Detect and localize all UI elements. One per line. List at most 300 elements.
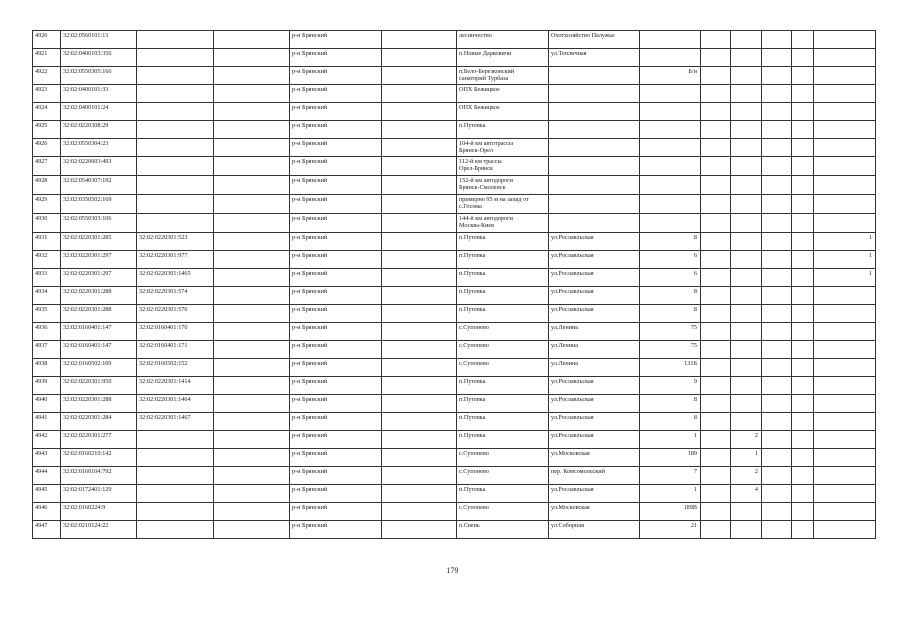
cell-locality: п.Путевка (457, 121, 549, 139)
cell-empty-col-4 (214, 503, 290, 521)
cell-cadastral-number: 32:02:0550304:23 (61, 139, 137, 157)
cell-row-number: 4924 (33, 103, 61, 121)
cell-parcel-number (137, 485, 214, 503)
table-row (33, 233, 876, 251)
cell-building (701, 176, 731, 195)
cell-col-12 (762, 85, 792, 103)
cell-empty-col-6 (382, 49, 457, 67)
table-row (33, 49, 876, 67)
cell-col-13 (792, 485, 814, 503)
cell-cadastral-number: 32:02:0220308:29 (61, 121, 137, 139)
cell-district: р-н Брянский (290, 377, 382, 395)
cell-building (701, 251, 731, 269)
cell-locality: примерно 95 м на запад от с.Госома (457, 195, 549, 214)
cell-parcel-number (137, 49, 214, 67)
table-row (33, 251, 876, 269)
cell-col-13 (792, 49, 814, 67)
table-row (33, 341, 876, 359)
cell-empty-col-6 (382, 269, 457, 287)
cell-cadastral-number: 32:02:0220301:297 (61, 269, 137, 287)
table-row (33, 395, 876, 413)
cell-cadastral-number: 32:02:0220301:285 (61, 233, 137, 251)
cell-empty-col-6 (382, 176, 457, 195)
cell-locality: п.Путевка (457, 431, 549, 449)
cell-building (701, 341, 731, 359)
cell-flat (814, 67, 876, 85)
cell-building (701, 359, 731, 377)
cell-house: 131Б (640, 359, 701, 377)
cell-district: р-н Брянский (290, 67, 382, 85)
cell-cadastral-number: 32:02:0400103:356 (61, 49, 137, 67)
cell-empty-col-4 (214, 195, 290, 214)
cell-cadastral-number: 32:02:0220301:277 (61, 431, 137, 449)
cell-street: пер. Комсомольский (549, 467, 640, 485)
table-row (33, 467, 876, 485)
cell-parcel-number (137, 157, 214, 176)
cell-col-12 (762, 521, 792, 539)
cell-cadastral-number: 32:02:0160104:792 (61, 467, 137, 485)
cell-row-number: 4940 (33, 395, 61, 413)
cell-empty-col-6 (382, 305, 457, 323)
cell-flat (814, 485, 876, 503)
cell-col-12 (762, 341, 792, 359)
cell-locality: п.Путевка (457, 485, 549, 503)
cell-structure: 2 (731, 431, 762, 449)
cell-col-13 (792, 395, 814, 413)
cell-empty-col-4 (214, 139, 290, 157)
cell-district: р-н Брянский (290, 269, 382, 287)
cell-locality: лесничество (457, 31, 549, 49)
cell-col-13 (792, 67, 814, 85)
cell-street: ул.Рославльская (549, 413, 640, 431)
cell-house: 8 (640, 395, 701, 413)
cell-structure (731, 323, 762, 341)
cell-flat (814, 503, 876, 521)
table-row (33, 521, 876, 539)
cell-empty-col-4 (214, 485, 290, 503)
cell-district: р-н Брянский (290, 503, 382, 521)
cell-street: ул.Рославльская (549, 269, 640, 287)
cell-col-12 (762, 413, 792, 431)
cell-district: р-н Брянский (290, 413, 382, 431)
cell-house: 8 (640, 233, 701, 251)
cell-col-13 (792, 341, 814, 359)
cell-street (549, 157, 640, 176)
cell-locality: с.Супонево (457, 449, 549, 467)
cell-locality: 104-й км автотрассы Брянск-Орел (457, 139, 549, 157)
cell-col-12 (762, 251, 792, 269)
cell-street: ул.Ленина (549, 341, 640, 359)
cell-district: р-н Брянский (290, 521, 382, 539)
cell-building (701, 485, 731, 503)
cell-row-number: 4937 (33, 341, 61, 359)
cell-structure (731, 251, 762, 269)
cell-street: ул.Рославльская (549, 395, 640, 413)
cell-street: ул.Рославльская (549, 287, 640, 305)
cell-street: Охотхозяйство Палужье (549, 31, 640, 49)
cell-building (701, 103, 731, 121)
cell-district: р-н Брянский (290, 395, 382, 413)
cell-district: р-н Брянский (290, 176, 382, 195)
cell-empty-col-4 (214, 85, 290, 103)
cell-row-number: 4935 (33, 305, 61, 323)
cell-district: р-н Брянский (290, 449, 382, 467)
cell-flat: 1 (814, 269, 876, 287)
cell-col-12 (762, 431, 792, 449)
cell-locality: п.Путевка (457, 395, 549, 413)
cell-structure: 4 (731, 485, 762, 503)
cell-house (640, 49, 701, 67)
cell-house: 8 (640, 305, 701, 323)
table-row (33, 431, 876, 449)
table-row (33, 214, 876, 233)
cell-parcel-number: 32:02:0220301:1414 (137, 377, 214, 395)
cell-empty-col-6 (382, 467, 457, 485)
cell-col-12 (762, 67, 792, 85)
cell-structure (731, 305, 762, 323)
table-row (33, 195, 876, 214)
cell-parcel-number: 32:02:0220301:523 (137, 233, 214, 251)
cell-building (701, 431, 731, 449)
cell-flat (814, 157, 876, 176)
cell-district: р-н Брянский (290, 195, 382, 214)
cell-house: 8 (640, 287, 701, 305)
cell-locality: с.Супонево (457, 359, 549, 377)
cell-parcel-number (137, 31, 214, 49)
cell-building (701, 85, 731, 103)
cell-empty-col-4 (214, 49, 290, 67)
cell-parcel-number: 32:02:0220301:1467 (137, 413, 214, 431)
cell-col-12 (762, 103, 792, 121)
cell-empty-col-4 (214, 31, 290, 49)
cell-street: ул.Соборная (549, 521, 640, 539)
cell-empty-col-4 (214, 413, 290, 431)
page-number: 179 (446, 566, 459, 575)
cell-parcel-number (137, 103, 214, 121)
cell-row-number: 4945 (33, 485, 61, 503)
table-row (33, 305, 876, 323)
cell-col-13 (792, 31, 814, 49)
cell-flat (814, 359, 876, 377)
cell-district: р-н Брянский (290, 49, 382, 67)
cell-district: р-н Брянский (290, 214, 382, 233)
cell-locality: с.Супонево (457, 467, 549, 485)
cell-house: 6 (640, 269, 701, 287)
cell-flat (814, 85, 876, 103)
cell-cadastral-number: 32:02:0550303:106 (61, 214, 137, 233)
cell-row-number: 4943 (33, 449, 61, 467)
cell-col-12 (762, 195, 792, 214)
cell-building (701, 413, 731, 431)
cell-district: р-н Брянский (290, 359, 382, 377)
cell-col-12 (762, 395, 792, 413)
cell-cadastral-number: 32:02:0220301:297 (61, 251, 137, 269)
cell-col-13 (792, 323, 814, 341)
cell-empty-col-6 (382, 214, 457, 233)
cell-empty-col-4 (214, 287, 290, 305)
cell-col-13 (792, 214, 814, 233)
cell-row-number: 4931 (33, 233, 61, 251)
cell-empty-col-4 (214, 395, 290, 413)
cell-structure: 2 (731, 467, 762, 485)
cell-parcel-number (137, 449, 214, 467)
cell-empty-col-6 (382, 485, 457, 503)
cell-empty-col-4 (214, 269, 290, 287)
cell-flat (814, 377, 876, 395)
cell-col-12 (762, 157, 792, 176)
cell-building (701, 467, 731, 485)
cell-locality: п.Путевка (457, 287, 549, 305)
cell-col-13 (792, 121, 814, 139)
cell-empty-col-6 (382, 139, 457, 157)
cell-col-12 (762, 233, 792, 251)
table-row (33, 323, 876, 341)
cell-col-13 (792, 449, 814, 467)
cell-col-13 (792, 413, 814, 431)
cell-empty-col-4 (214, 121, 290, 139)
cell-locality: п.Путевка (457, 413, 549, 431)
cell-street (549, 67, 640, 85)
cell-structure (731, 176, 762, 195)
cell-row-number: 4926 (33, 139, 61, 157)
cell-locality: ОПХ Бежицкое (457, 85, 549, 103)
cell-col-12 (762, 449, 792, 467)
cell-building (701, 287, 731, 305)
cell-flat (814, 176, 876, 195)
cell-row-number: 4920 (33, 31, 61, 49)
cell-parcel-number (137, 67, 214, 85)
cell-district: р-н Брянский (290, 305, 382, 323)
cell-structure (731, 195, 762, 214)
cell-empty-col-6 (382, 377, 457, 395)
cell-col-13 (792, 287, 814, 305)
cell-house: 1 (640, 485, 701, 503)
table-row (33, 176, 876, 195)
cell-parcel-number (137, 85, 214, 103)
cell-empty-col-6 (382, 323, 457, 341)
cell-row-number: 4934 (33, 287, 61, 305)
cell-row-number: 4946 (33, 503, 61, 521)
cell-col-13 (792, 359, 814, 377)
cell-cadastral-number: 32:02:0220301:284 (61, 413, 137, 431)
cell-structure (731, 67, 762, 85)
cell-empty-col-6 (382, 67, 457, 85)
table-row (33, 269, 876, 287)
cell-parcel-number (137, 431, 214, 449)
cell-house: 7 (640, 467, 701, 485)
cell-row-number: 4941 (33, 413, 61, 431)
cell-structure (731, 359, 762, 377)
cell-col-12 (762, 31, 792, 49)
cell-flat: 1 (814, 233, 876, 251)
cell-flat (814, 449, 876, 467)
cell-parcel-number: 32:02:0160401:170 (137, 323, 214, 341)
cell-structure (731, 49, 762, 67)
table-row (33, 449, 876, 467)
cell-district: р-н Брянский (290, 85, 382, 103)
cell-flat (814, 214, 876, 233)
cell-street: ул.Ленина (549, 359, 640, 377)
cell-cadastral-number: 32:02:0220301:950 (61, 377, 137, 395)
cell-street (549, 214, 640, 233)
cell-structure (731, 103, 762, 121)
cell-flat (814, 395, 876, 413)
cell-parcel-number: 32:02:0160502:152 (137, 359, 214, 377)
cell-locality: п.Путевка (457, 269, 549, 287)
cell-building (701, 269, 731, 287)
cell-cadastral-number: 32:02:0160401:147 (61, 323, 137, 341)
cell-locality: с.Супонево (457, 503, 549, 521)
cell-row-number: 4936 (33, 323, 61, 341)
cell-street: ул.Московская (549, 449, 640, 467)
cell-cadastral-number: 32:02:0172401:129 (61, 485, 137, 503)
cell-flat (814, 139, 876, 157)
table-row (33, 485, 876, 503)
cell-row-number: 4942 (33, 431, 61, 449)
cell-flat (814, 195, 876, 214)
cell-house (640, 176, 701, 195)
cell-col-12 (762, 121, 792, 139)
cell-flat (814, 31, 876, 49)
cell-building (701, 305, 731, 323)
cell-district: р-н Брянский (290, 323, 382, 341)
cell-building (701, 395, 731, 413)
table-row (33, 287, 876, 305)
cell-street (549, 139, 640, 157)
cell-structure (731, 341, 762, 359)
cell-locality: п.Бело-Березковский санаторий Турбаза (457, 67, 549, 85)
cell-district: р-н Брянский (290, 103, 382, 121)
cell-cadastral-number: 32:02:0160401:147 (61, 341, 137, 359)
registry-table (32, 30, 876, 539)
cell-empty-col-6 (382, 521, 457, 539)
cell-empty-col-6 (382, 287, 457, 305)
cell-house: 75 (640, 323, 701, 341)
cell-col-13 (792, 139, 814, 157)
cell-parcel-number (137, 195, 214, 214)
table-row (33, 413, 876, 431)
cell-cadastral-number: 32:02:0220301:288 (61, 395, 137, 413)
table-row (33, 377, 876, 395)
cell-empty-col-4 (214, 431, 290, 449)
cell-cadastral-number: 32:02:0540307:192 (61, 176, 137, 195)
cell-cadastral-number: 32:02:0160224:9 (61, 503, 137, 521)
cell-empty-col-4 (214, 467, 290, 485)
cell-col-13 (792, 467, 814, 485)
cell-empty-col-6 (382, 233, 457, 251)
cell-structure (731, 413, 762, 431)
cell-building (701, 31, 731, 49)
cell-parcel-number (137, 176, 214, 195)
cell-empty-col-4 (214, 359, 290, 377)
cell-cadastral-number: 32:02:0400101:33 (61, 85, 137, 103)
cell-empty-col-4 (214, 176, 290, 195)
cell-flat (814, 287, 876, 305)
cell-street (549, 121, 640, 139)
cell-cadastral-number: 32:02:0160502:109 (61, 359, 137, 377)
cell-house: 1 (640, 431, 701, 449)
cell-parcel-number (137, 503, 214, 521)
table-row (33, 31, 876, 49)
cell-locality: ОПХ Бежицкое (457, 103, 549, 121)
table-row (33, 157, 876, 176)
cell-locality: 112-й км трассы Орел-Брянск (457, 157, 549, 176)
cell-col-12 (762, 214, 792, 233)
cell-empty-col-6 (382, 395, 457, 413)
cell-house (640, 139, 701, 157)
cell-cadastral-number: 32:02:0160210:142 (61, 449, 137, 467)
cell-flat (814, 467, 876, 485)
cell-structure (731, 31, 762, 49)
cell-street: ул.Рославльская (549, 233, 640, 251)
cell-structure (731, 233, 762, 251)
cell-empty-col-4 (214, 341, 290, 359)
cell-col-12 (762, 49, 792, 67)
cell-empty-col-4 (214, 305, 290, 323)
cell-col-13 (792, 269, 814, 287)
cell-row-number: 4925 (33, 121, 61, 139)
cell-row-number: 4938 (33, 359, 61, 377)
cell-parcel-number: 32:02:0220301:977 (137, 251, 214, 269)
cell-col-13 (792, 305, 814, 323)
cell-parcel-number (137, 139, 214, 157)
cell-house: 9 (640, 377, 701, 395)
cell-building (701, 449, 731, 467)
cell-cadastral-number: 32:02:0220301:288 (61, 305, 137, 323)
cell-street: ул.Рославльская (549, 431, 640, 449)
cell-row-number: 4929 (33, 195, 61, 214)
cell-flat (814, 49, 876, 67)
cell-empty-col-4 (214, 377, 290, 395)
cell-col-13 (792, 85, 814, 103)
cell-locality: 152-й км автодороги Брянск-Смоленск (457, 176, 549, 195)
cell-street: ул.Рославльская (549, 305, 640, 323)
cell-cadastral-number: 32:02:0220603:493 (61, 157, 137, 176)
cell-house: 6 (640, 251, 701, 269)
cell-house (640, 121, 701, 139)
cell-col-12 (762, 359, 792, 377)
cell-locality: п.Путевка (457, 233, 549, 251)
cell-street (549, 103, 640, 121)
cell-row-number: 4932 (33, 251, 61, 269)
cell-district: р-н Брянский (290, 431, 382, 449)
cell-row-number: 4923 (33, 85, 61, 103)
table-row (33, 121, 876, 139)
cell-flat (814, 121, 876, 139)
cell-empty-col-6 (382, 121, 457, 139)
cell-locality: п.Путевка (457, 251, 549, 269)
cell-empty-col-4 (214, 103, 290, 121)
cell-district: р-н Брянский (290, 121, 382, 139)
cell-row-number: 4933 (33, 269, 61, 287)
cell-col-12 (762, 269, 792, 287)
cell-empty-col-6 (382, 195, 457, 214)
cell-structure (731, 287, 762, 305)
cell-locality: п.Новые Дарковичи (457, 49, 549, 67)
cell-row-number: 4944 (33, 467, 61, 485)
cell-house: 189В (640, 503, 701, 521)
cell-row-number: 4939 (33, 377, 61, 395)
cell-row-number: 4947 (33, 521, 61, 539)
cell-empty-col-6 (382, 157, 457, 176)
cell-structure (731, 121, 762, 139)
cell-street: ул.Ленина (549, 323, 640, 341)
cell-empty-col-6 (382, 341, 457, 359)
cell-empty-col-4 (214, 67, 290, 85)
cell-empty-col-6 (382, 251, 457, 269)
cell-structure (731, 521, 762, 539)
cell-structure (731, 214, 762, 233)
